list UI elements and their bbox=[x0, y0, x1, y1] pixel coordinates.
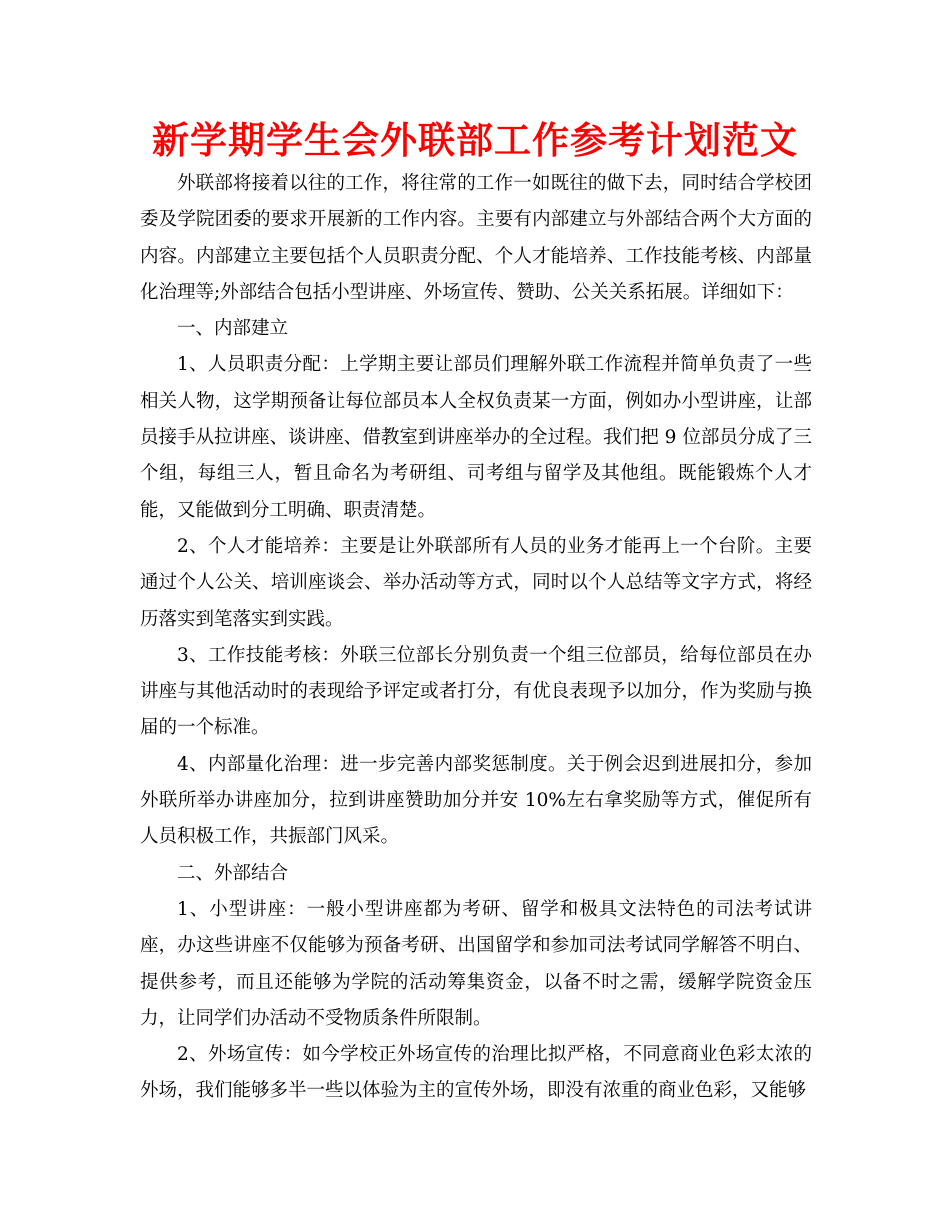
paragraph-intro: 外联部将接着以往的工作，将往常的工作一如既往的做下去，同时结合学校团委及学院团委的要求开展新的工作内容。主要有内部建立与外部结合两个大方面的内容。内部建立主要包括个人员职责分配、个人才能培养、工作技能考核、内部量化治理等;外部结合包括小型讲座、外场宣传、赞助、公关关系拓展。详细如下： bbox=[140, 173, 812, 303]
section-heading-internal: 一、内部建立 bbox=[177, 318, 289, 340]
paragraph-skill-assessment: 3、工作技能考核：外联三位部长分别负责一个组三位部员，给每位部员在办讲座与其他活动时的表现给予评定或者打分，有优良表现予以加分，作为奖励与换届的一个标准。 bbox=[140, 644, 812, 739]
section-heading-external: 二、外部结合 bbox=[177, 862, 289, 884]
paragraph-outdoor-promotion: 2、外场宣传：如今学校正外场宣传的治理比拟严格，不同意商业色彩太浓的外场，我们能够多半一些以体验为主的宣传外场，即没有浓重的商业色彩，又能够 bbox=[140, 1044, 812, 1102]
paragraph-small-lectures: 1、小型讲座：一般小型讲座都为考研、留学和极具文法特色的司法考试讲座，办这些讲座不仅能够为预备考研、出国留学和参加司法考试同学解答不明白、提供参考，而且还能够为学院的活动筹集资金，以备不时之需，缓解学院资金压力，让同学们办活动不受物质条件所限制。 bbox=[140, 898, 812, 1029]
paragraph-quantified-management: 4、内部量化治理：进一步完善内部奖惩制度。关于例会迟到进展扣分，参加外联所举办讲座加分，拉到讲座赞助加分并安 10%左右拿奖励等方式，催促所有人员积极工作，共振部门风采。 bbox=[140, 753, 812, 848]
document-title: 新学期学生会外联部工作参考计划范文 bbox=[152, 119, 798, 162]
paragraph-staff-duties: 1、人员职责分配：上学期主要让部员们理解外联工作流程并简单负责了一些相关人物，这学期预备让每位部员本人全权负责某一方面，例如办小型讲座，让部员接手从拉讲座、谈讲座、借教室到讲座举办的全过程。我们把 9 位部员分成了三个组，每组三人，暂且命名为考研组、司考组与留学及其他组。既能锻炼个人才能，又能做到分工明确、职责清楚。 bbox=[140, 354, 812, 521]
paragraph-skill-training: 2、个人才能培养：主要是让外联部所有人员的业务才能再上一个台阶。主要通过个人公关、培训座谈会、举办活动等方式，同时以个人总结等文字方式，将经历落实到笔落实到实践。 bbox=[140, 535, 812, 630]
document-body bbox=[140, 166, 812, 1110]
